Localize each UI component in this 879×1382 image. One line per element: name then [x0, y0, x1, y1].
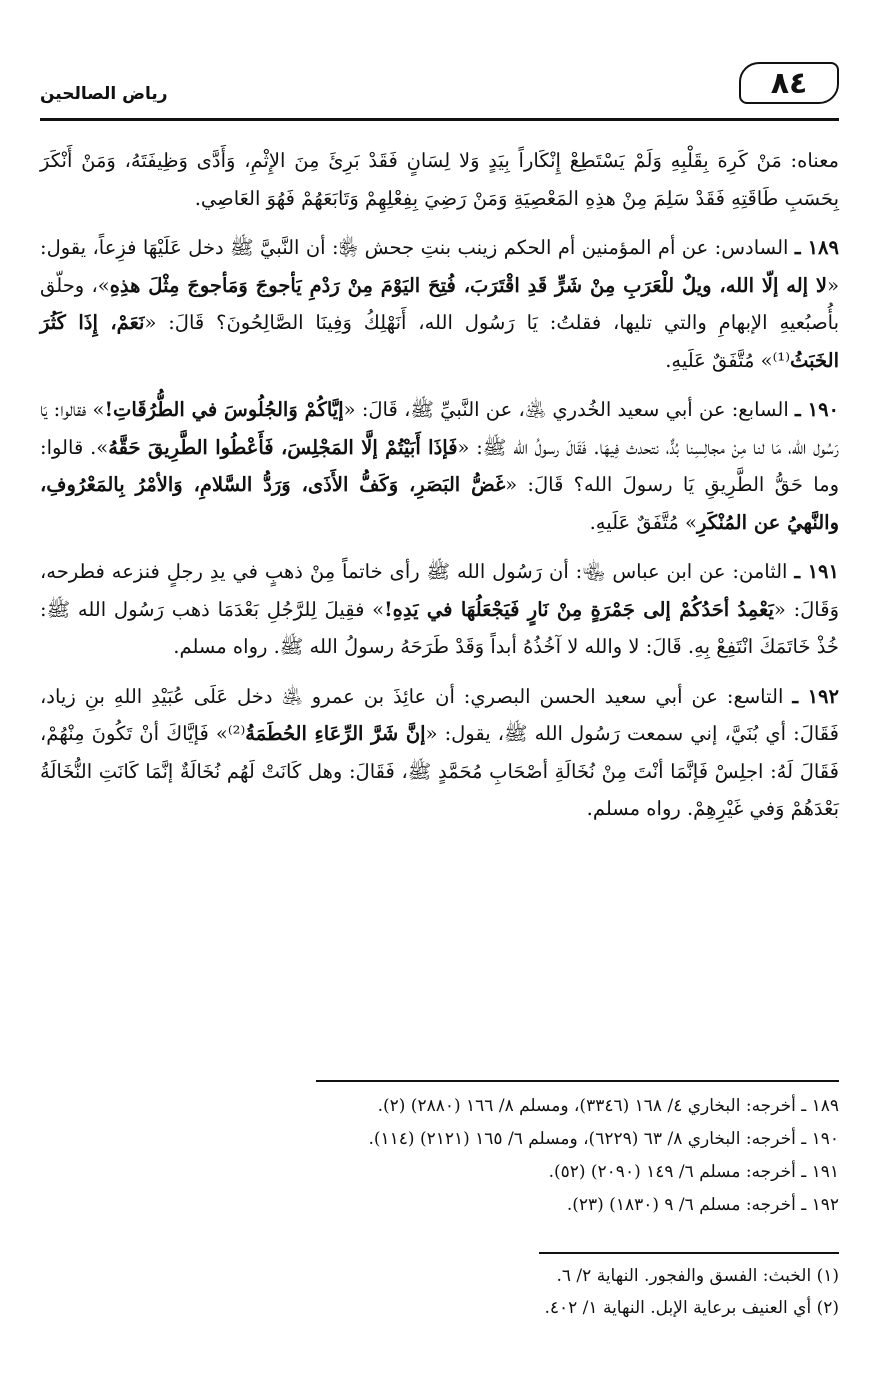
hadith-191	[40, 553, 839, 666]
page-number-frame	[739, 62, 839, 104]
footnotes	[40, 1260, 839, 1324]
page-number: ٨٤	[770, 65, 808, 101]
narration-text: السابع: عن أبي سعيد الخُدري ﵁، عن النَّبيِّ ﷺ، قَالَ: «	[343, 398, 789, 421]
narration-text: السادس: عن أم المؤمنين أم الحكم زينب بنتِ جحش ﵂: أن النَّبيَّ ﷺ دخل عَلَيْهَا فزِعاً، يقول: «	[40, 236, 839, 297]
hadith-number: ١٩٠ ـ	[795, 398, 840, 421]
page-header	[40, 60, 839, 122]
takhrij-notes	[40, 1090, 839, 1222]
footnote: (٢) أي العنيف برعاية الإبل. النهاية ١/ ٤٠٢.	[544, 1298, 839, 1318]
prophetic-saying: نَعَمْ، إِذَا كَثُرَ الخَبَثُ	[40, 311, 839, 372]
prophetic-saying: إيَّاكُمْ وَالجُلُوسَ في الطُّرُقَاتِ!	[104, 398, 344, 421]
narration-text: التاسع: عن أبي سعيد الحسن البصري: أن عائِذَ بن عمرو ﵁ دخل عَلَى عُبَيْدِ اللهِ بنِ زياد، فَقَالَ: أي بُنَيَّ، إني سمعت رَسُول الله ﷺ، يقول: «	[40, 684, 839, 745]
narration-text: ». قالوا: وما حَقُّ الطَّرِيقِ يَا رسولَ الله؟ قَالَ: «	[40, 435, 840, 496]
prophetic-saying: لا إله إلّا الله، ويلٌ للْعَرَبِ مِنْ شَرٍّ قَدِ اقْتَرَبَ، فُتِحَ اليَوْمَ مِنْ رَدْمِ يَأجوجَ وَمَأجوجَ مِثْلَ هذِهِ	[109, 273, 828, 297]
narration-text: الثامن: عن ابن عباس ﵄: أن رَسُول الله ﷺ رأى خاتماً مِنْ ذهبٍ في يدِ رجلٍ فنزعه فطرحه، وَقَالَ: «	[40, 560, 839, 621]
narration-text: » فقِيلَ لِلرَّجُلِ بَعْدَمَا ذهب رَسُول الله ﷺ: خُذْ خَاتَمَكَ انْتَفِعْ بِهِ. قَالَ: لا والله لا آخُذُهُ أبداً وَقَدْ طَرَحَهُ رسولُ الله ﷺ. رواه مسلم.	[40, 597, 839, 658]
hadith-190	[40, 391, 839, 541]
footnote: (١) الخبث: الفسق والفجور. النهاية ٢/ ٦.	[556, 1266, 839, 1286]
takhrij-note: ١٩٢ ـ أخرجه: مسلم ٦/ ٩ (١٨٣٠) (٢٣).	[566, 1195, 839, 1215]
takhrij-note: ١٨٩ ـ أخرجه: البخاري ٤/ ١٦٨ (٣٣٤٦)، ومسلم ٨/ ١٦٦ (٢٨٨٠) (٢).	[377, 1096, 839, 1116]
hadith-number: ١٩١ ـ	[794, 560, 839, 583]
narration-text: »، وحلّق بأُصبُعيهِ الإبهامِ والتي تليها، فقلتُ: يَا رَسُول الله، أَنَهْلِكُ وَفِينَا الصَّالِحُونَ؟ قَالَ: «	[40, 273, 839, 334]
book-title: رياض الصالحين	[40, 84, 168, 104]
hadith-number: ١٩٢ ـ	[792, 684, 839, 708]
hadith-number: ١٨٩ ـ	[794, 236, 839, 259]
narration-text: ⁽¹⁾» مُتَّفَقٌ عَلَيهِ.	[665, 348, 791, 372]
prophetic-saying: إنَّ شَرَّ الرِّعَاءِ الحُطَمَةُ	[245, 722, 426, 745]
header-rule	[40, 118, 839, 121]
hadith-189	[40, 229, 839, 379]
footnote-rule	[539, 1252, 839, 1254]
commentary-paragraph	[40, 142, 839, 217]
main-text	[40, 142, 839, 828]
hadith-192	[40, 678, 839, 828]
takhrij-rule	[316, 1080, 839, 1082]
takhrij-note: ١٩٠ ـ أخرجه: البخاري ٨/ ٦٣ (٦٢٢٩)، ومسلم ٦/ ١٦٥ (٢١٢١) (١١٤).	[368, 1129, 839, 1149]
takhrij-note: ١٩١ ـ أخرجه: مسلم ٦/ ١٤٩ (٢٠٩٠) (٥٢).	[548, 1162, 839, 1182]
prophetic-saying: غَضُّ البَصَرِ، وَكَفُّ الأَذَى، وَرَدُّ السَّلامِ، وَالأمْرُ بِالمَعْرُوفِ، والنَّهيُ عن المُنْكَرِ	[40, 473, 839, 534]
commentary-text: معناه: مَنْ كَرِهَ بِقَلْبِهِ وَلَمْ يَسْتَطِعْ إِنْكَاراً بِيَدٍ وَلا لِسَانٍ فَقَدْ بَرِئَ مِنَ الإِثْمِ، وَأَدَّى وَظِيفَتَهُ، وَمَنْ أَنْكَرَ بِحَسَبِ طَاقَتِهِ فَقَدْ سَلِمَ مِنْ هذِهِ المَعْصِيَةِ وَمَنْ رَضِيَ بِفِعْلِهِمْ وَتَابَعَهُمْ فَهُوَ العَاصِي.	[40, 149, 839, 210]
narration-text: » مُتَّفَقٌ عَلَيهِ.	[589, 510, 697, 534]
narration-text: ⁽²⁾» فَإيَّاكَ أنْ تَكُونَ مِنْهُمْ، فَقَالَ لَهُ: اجلِسْ فَإنَّمَا أنْتَ مِنْ نُخَالَةِ أصْحَابِ مُحَمَّدٍ ﷺ، فَقَالَ: وهل كَانَتْ لَهُم نُخَالَةٌ إنَّمَا كَانَتِ النُّخَالَةُ بَعْدَهُمْ وَفي غَيْرِهِمْ. رواه مسلم.	[40, 722, 839, 820]
narration-text: » فقالوا: يَا رَسُول الله، مَا لنا مِنْ مجالِسِنا بُدٌّ، نتحدث فِيهَا. فَقَالَ رسولُ الله ﷺ: «	[40, 398, 840, 459]
prophetic-saying: فَإذَا أَبَيْتُمْ إلَّا المَجْلِسَ، فَأَعْطُوا الطَّرِيقَ حَقَّهُ	[108, 435, 458, 459]
prophetic-saying: يَعْمِدُ أحَدُكُمْ إلى جَمْرَةٍ مِنْ نَارٍ فَيَجْعَلُهَا في يَدِهِ!	[384, 597, 774, 621]
